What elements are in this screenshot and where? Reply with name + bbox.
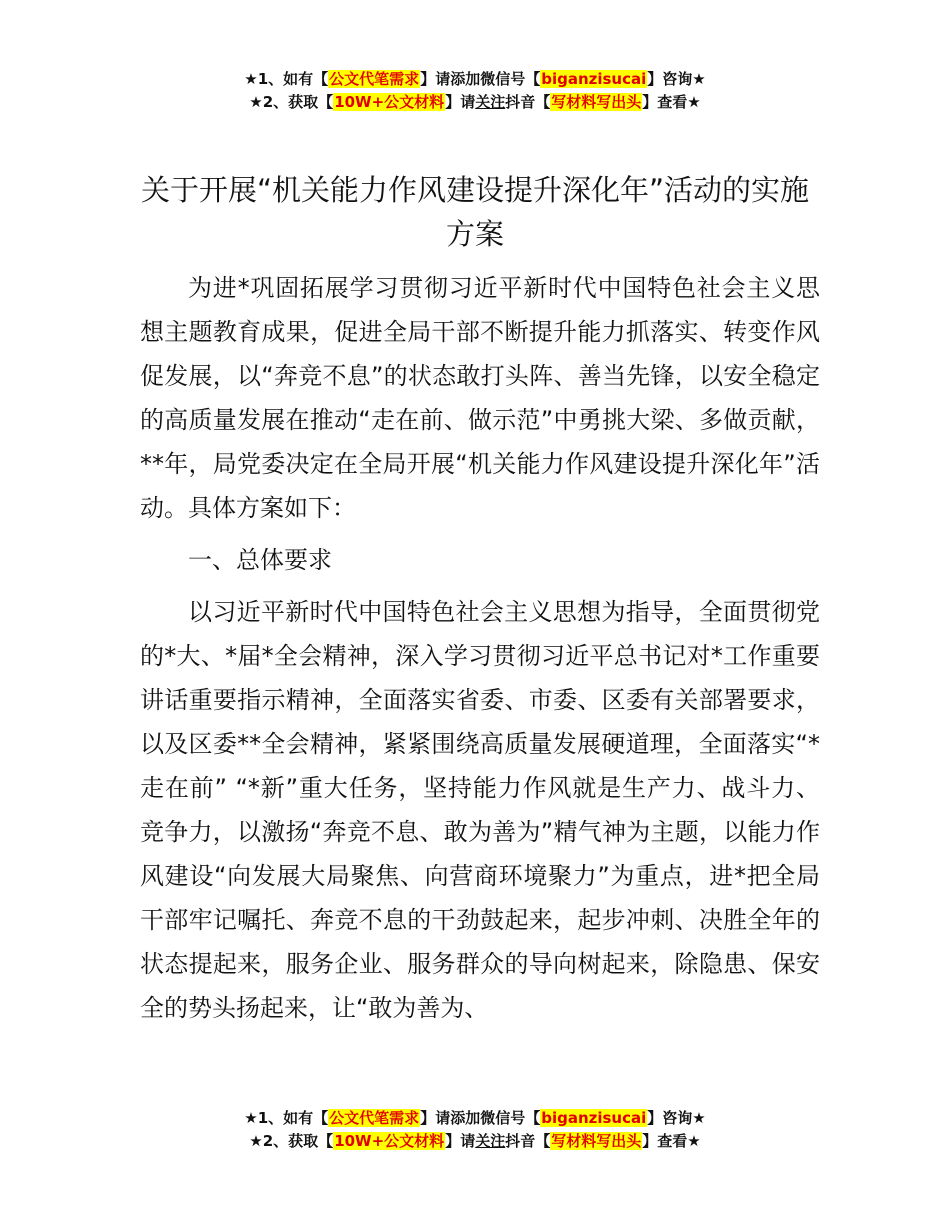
highlight-wechat-id: biganzisucai (541, 70, 647, 88)
promo-text: 抖音【 (505, 1132, 551, 1150)
promo-text: ★2、获取【 (249, 1132, 334, 1150)
underlined-follow: 关注 (475, 1132, 506, 1150)
highlight-douyin-account: 写材料写出头 (551, 93, 642, 111)
highlight-service: 公文代笔需求 (329, 1109, 420, 1127)
promo-line-1 (0, 1107, 950, 1130)
document-title: 关于开展“机关能力作风建设提升深化年”活动的实施方案 (140, 173, 810, 251)
promo-text: ★2、获取【 (249, 93, 334, 111)
promo-text: 抖音【 (505, 93, 551, 111)
promo-line-1 (0, 68, 950, 91)
highlight-service: 公文代笔需求 (329, 70, 420, 88)
promo-text: 】查看★ (642, 93, 701, 111)
section-paragraph: 以习近平新时代中国特色社会主义思想为指导，全面贯彻党的*大、*届*全会精神，深入学习贯彻习近平总书记对*工作重要讲话重要指示精神，全面落实省委、市委、区委有关部署要求，以及区委**全会精神，紧紧围绕高质量发展硬道理，全面落实“*走在前” “*新”重大任务，坚持能力作风就是生产力、战斗力、竞争力，以激扬“奔竞不息、敢为善为”精气神为主题，以能力作风建设“向发展大局聚焦、向营商环境聚力”为重点，进*把全局干部牢记嘱托、奔竞不息的干劲鼓起来，起步冲刺、决胜全年的状态提起来，服务企业、服务群众的导向树起来，除隐患、保安全的势头扬起来，让“敢为善为、 (140, 598, 820, 1022)
promo-line-2 (0, 1130, 950, 1153)
promo-text: 】咨询★ (647, 70, 706, 88)
underlined-follow: 关注 (475, 93, 506, 111)
promo-banner-top (0, 68, 950, 114)
intro-paragraph: 为进*巩固拓展学习贯彻习近平新时代中国特色社会主义思想主题教育成果，促进全局干部不断提升能力抓落实、转变作风促发展，以“奔竞不息”的状态敢打头阵、善当先锋，以安全稳定的高质量发展在推动“走在前、做示范”中勇挑大梁、多做贡献，**年，局党委决定在全局开展“机关能力作风建设提升深化年”活动。具体方案如下： (140, 274, 820, 522)
promo-banner-bottom (0, 1107, 950, 1153)
promo-text: 】咨询★ (647, 1109, 706, 1127)
document-body (140, 266, 820, 1030)
promo-text: 】请 (445, 93, 476, 111)
highlight-douyin-account: 写材料写出头 (551, 1132, 642, 1150)
promo-text: 】请添加微信号【 (420, 70, 541, 88)
highlight-materials: 10W+公文材料 (334, 1132, 445, 1150)
section-heading: 一、总体要求 (188, 546, 332, 574)
promo-text: ★1、如有【 (244, 70, 329, 88)
promo-text: ★1、如有【 (244, 1109, 329, 1127)
highlight-materials: 10W+公文材料 (334, 93, 445, 111)
promo-line-2 (0, 91, 950, 114)
promo-text: 】查看★ (642, 1132, 701, 1150)
highlight-wechat-id: biganzisucai (541, 1109, 647, 1127)
promo-text: 】请 (445, 1132, 476, 1150)
promo-text: 】请添加微信号【 (420, 1109, 541, 1127)
